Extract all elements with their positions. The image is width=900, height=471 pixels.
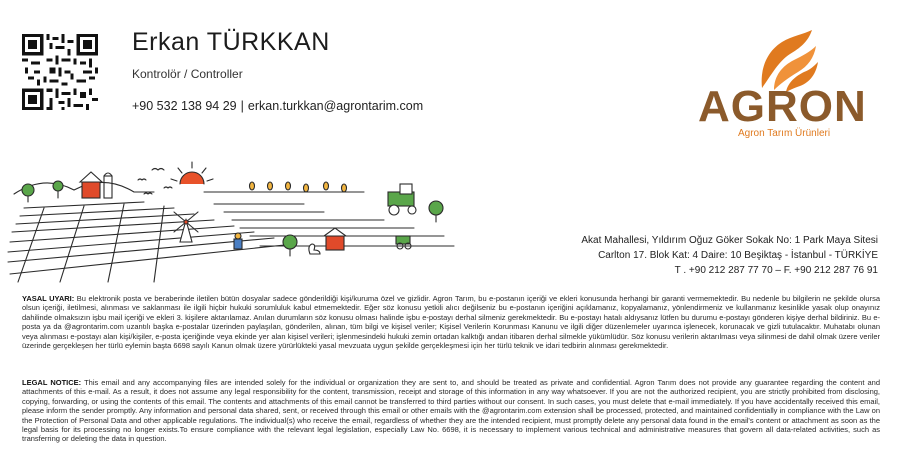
farm-landscape-icon xyxy=(4,150,468,290)
person-name: Erkan TÜRKKAN xyxy=(132,28,330,56)
legal-text-en: This email and any accompanying files are intended solely for the individual or organization they are sent to, and should be treated as private and confidential. Agron Tarım does not provide any guarantee regarding the content and attachments of this e-mail. As a result, it does not assume any legal responsibility for the content, transmission, receipt and storage of this information in any way whatsoever. If you are not the authorized recipient, you are strictly prohibited from disclosing, copying, forwarding, or using the contents of this email. The contents and attachments of this email cannot be transferred to third parties without our consent. In such cases, you must delete that e-mail immediately. If you have accidentally received this email, please inform the sender promptly. Any information and personal data shared, sent, or received through this email or other emails with the @agrontarim.com extension shall be processed, protected, and maintained confidentially in compliance with the Law on the Protection of Personal Data and other applicable regulations. The individual(s) who receive the email, regardless of whether they are the intended recipient, must promptly delete any personal data found in the email's content or attachment as soon as the legal basis for its processing no longer exists.To ensure compliance with the relevant legal legislation, especially Law No. 6698, it is necessary to implement various technical and administrative measures that govern all data-related activities, such as transferring or deleting the data in question. xyxy=(22,378,880,444)
qr-code xyxy=(22,34,98,110)
phone-number[interactable]: +90 532 138 94 29 xyxy=(132,99,237,113)
brand-name: AGRON xyxy=(698,82,867,131)
contact-separator: | xyxy=(240,99,244,113)
legal-heading-en: LEGAL NOTICE: xyxy=(22,378,82,387)
job-title: Kontrolör / Controller xyxy=(132,67,243,81)
sun-icon xyxy=(171,162,213,184)
legal-text-tr: Bu elektronik posta ve beraberinde iletilen bütün dosyalar sadece gönderildiği kişi/kuruma özel ve gizlidir. Agron Tarım, bu e-postanın içeriği ve ekleri konusunda herhangi bir garanti vermemektedir. Bu nedenle bu bilgilerin ne şekilde olursa olsun içeriği, iletilmesi, alınması ve saklanması ile ilgili hiçbir hukuki sorumluluk kabul etmemektedir. Eğer söz konusu yetkili alıcı değilseniz bu e-postanın içeriğini açıklamanız, kopyalamanız, yönlendirmeniz ve kullanmanız kesinlikle yasak olup onayınız dahilinde olmaksızın işbu mail içeriği ve ekleri 3. kişilere aktarılamaz. Anılan durumların söz konusu olması halinde işbu e-postayı derhal silmeniz gerekmektedir. Bu e-postayı hatalı aldıysanız lütfen bu durumu e-postayı gönderen kişiye derhal bildiriniz. Bu e-posta ya da @agrontarim.com uzantılı başka e-postalar üzerinden paylaşılan, gönderilen, alınan, tüm bilgi ve kişisel veriler; Kişisel Verilerin Korunması Kanunu ve ilgili diğer düzenlemeler uyarınca işlenecek, korunacak ve gizli tutulacaktır. Muhatabı olunan veya alınması e-postayı alan kişi/kişiler, e-posta içeriğinde veya ekinde yer alan kişisel verileri; işlenmesindeki hukuki zemin ortadan kalktığı andan itibaren derhal silmekle yükümlüdür. Söz konusu verilerin aktarılması veya silinmesi de dahil olmak üzere veriler üzerinde gerçekleşen her türlü eylemin başta 6698 sayılı Kanun olmak üzere yürürlükteki yasal mevzuata uygun şekilde gerçekleşmesi için her türlü teknik ve idari tedbirin alınması gerekmektedir. xyxy=(22,294,880,351)
phone-fax-line: T . +90 212 287 77 70 – F. +90 212 287 76 91 xyxy=(674,265,878,276)
office-address xyxy=(581,233,878,278)
contact-line xyxy=(132,99,423,113)
address-line-1: Akat Mahallesi, Yıldırım Oğuz Göker Sokak No: 1 Park Maya Sitesi xyxy=(581,235,878,246)
address-line-2: Carlton 17. Blok Kat: 4 Daire: 10 Beşiktaş - İstanbul - TÜRKİYE xyxy=(598,250,878,261)
email-link[interactable]: erkan.turkkan@agrontarim.com xyxy=(247,99,424,113)
legal-notice-tr xyxy=(22,294,880,350)
legal-heading-tr: YASAL UYARI: xyxy=(22,294,75,303)
windmill-icon xyxy=(174,212,198,242)
legal-notice-en xyxy=(22,378,880,444)
tractor-icon xyxy=(388,184,416,215)
brand-subtitle: Agron Tarım Ürünleri xyxy=(738,128,831,139)
